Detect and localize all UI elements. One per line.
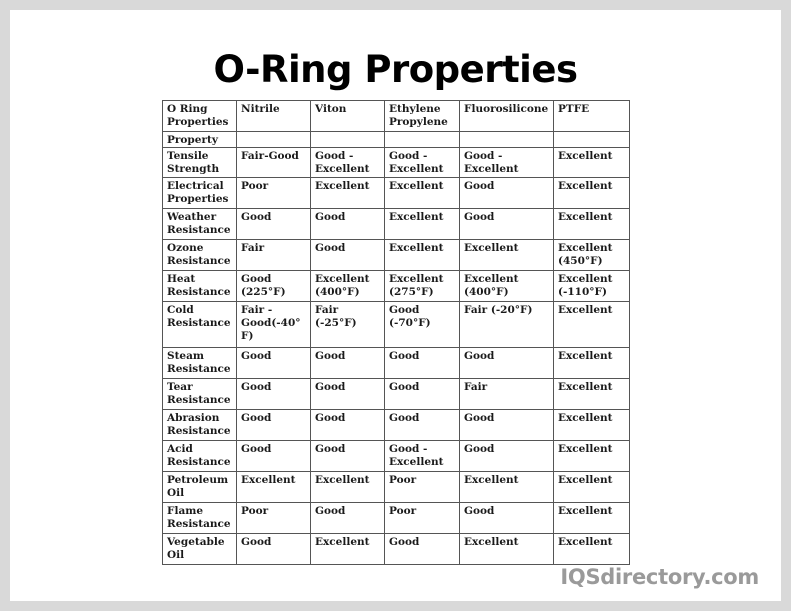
table-row xyxy=(163,379,630,410)
table-cell: Good xyxy=(460,348,554,379)
table-cell: Excellent (400°F) xyxy=(311,271,385,302)
table-cell: Good xyxy=(237,209,311,240)
table-cell: Fair (-20°F) xyxy=(460,302,554,348)
table-row xyxy=(163,240,630,271)
table-cell: Good xyxy=(237,410,311,441)
table-cell: Abrasion Resistance xyxy=(163,410,237,441)
table-cell: Good - Excellent xyxy=(385,148,460,178)
table-cell: Fair -Good(-40°F) xyxy=(237,302,311,348)
table-row xyxy=(163,271,630,302)
table-cell: Excellent (400°F) xyxy=(460,271,554,302)
table-cell: Excellent xyxy=(460,534,554,565)
page-title: O-Ring Properties xyxy=(213,48,578,91)
table-row xyxy=(163,209,630,240)
table-cell: Poor xyxy=(237,178,311,209)
table-cell: Flame Resistance xyxy=(163,503,237,534)
table-row xyxy=(163,132,630,148)
table-cell: Ozone Resistance xyxy=(163,240,237,271)
table-cell: Tear Resistance xyxy=(163,379,237,410)
table-cell: Electrical Properties xyxy=(163,178,237,209)
table-cell: Acid Resistance xyxy=(163,441,237,472)
table-cell: Good - Excellent xyxy=(311,148,385,178)
table-cell: Good xyxy=(385,348,460,379)
table-cell: Good xyxy=(311,410,385,441)
header-cell: O Ring Properties xyxy=(163,101,237,132)
properties-table xyxy=(162,100,630,565)
table-cell: Good (-70°F) xyxy=(385,302,460,348)
table-cell xyxy=(237,132,311,148)
table-cell: Good xyxy=(311,379,385,410)
header-cell: PTFE xyxy=(554,101,630,132)
table-cell: Good xyxy=(460,503,554,534)
table-cell: Excellent xyxy=(554,534,630,565)
table-cell: Excellent xyxy=(554,209,630,240)
table-cell: Heat Resistance xyxy=(163,271,237,302)
table-row xyxy=(163,348,630,379)
table-row xyxy=(163,472,630,503)
table-cell xyxy=(460,132,554,148)
table-cell: Excellent xyxy=(554,148,630,178)
table-cell: Excellent xyxy=(460,472,554,503)
table-cell: Property xyxy=(163,132,237,148)
table-cell: Excellent xyxy=(311,534,385,565)
table-cell: Good xyxy=(311,503,385,534)
table-cell: Good xyxy=(460,410,554,441)
table-cell: Good xyxy=(311,348,385,379)
table-cell: Excellent xyxy=(460,240,554,271)
table-cell: Poor xyxy=(385,503,460,534)
table-cell: Good - Excellent xyxy=(385,441,460,472)
table-cell: Poor xyxy=(237,503,311,534)
table-row xyxy=(163,441,630,472)
table-row xyxy=(163,148,630,178)
table-cell: Fair xyxy=(460,379,554,410)
header-cell: Fluorosilicone xyxy=(460,101,554,132)
table-cell: Good xyxy=(460,209,554,240)
header-cell: Viton xyxy=(311,101,385,132)
table-cell: Good xyxy=(385,410,460,441)
table-cell: Fair xyxy=(237,240,311,271)
table-cell: Good xyxy=(237,441,311,472)
table-cell: Excellent xyxy=(237,472,311,503)
table-cell: Weather Resistance xyxy=(163,209,237,240)
table-cell: Excellent xyxy=(554,348,630,379)
table-cell: Excellent xyxy=(554,379,630,410)
table-cell: Petroleum Oil xyxy=(163,472,237,503)
table-row xyxy=(163,302,630,348)
table-cell: Excellent xyxy=(311,178,385,209)
header-cell: Ethylene Propylene xyxy=(385,101,460,132)
table-cell: Excellent xyxy=(554,472,630,503)
table-cell: Good -Excellent xyxy=(460,148,554,178)
table-cell: Excellent (-110°F) xyxy=(554,271,630,302)
document-card xyxy=(10,10,781,601)
table-cell: Good xyxy=(237,534,311,565)
table-cell xyxy=(311,132,385,148)
table-cell: Good xyxy=(460,178,554,209)
table-cell xyxy=(554,132,630,148)
site-watermark: IQSdirectory.com xyxy=(560,565,759,589)
table-cell: Fair (-25°F) xyxy=(311,302,385,348)
table-cell: Excellent xyxy=(385,240,460,271)
table-cell: Cold Resistance xyxy=(163,302,237,348)
table-cell: Poor xyxy=(385,472,460,503)
table-cell: Steam Resistance xyxy=(163,348,237,379)
table-cell: Excellent xyxy=(554,441,630,472)
table-cell: Excellent xyxy=(385,178,460,209)
table-row xyxy=(163,178,630,209)
table-cell: Tensile Strength xyxy=(163,148,237,178)
table-cell: Excellent xyxy=(311,472,385,503)
table-cell: Vegetable Oil xyxy=(163,534,237,565)
table-cell: Good xyxy=(311,441,385,472)
table-cell: Good xyxy=(237,379,311,410)
header-cell: Nitrile xyxy=(237,101,311,132)
table-cell: Excellent xyxy=(554,302,630,348)
table-cell: Good xyxy=(311,240,385,271)
table-row xyxy=(163,410,630,441)
table-cell: Good xyxy=(460,441,554,472)
table-cell: Good xyxy=(311,209,385,240)
table-cell: Excellent (275°F) xyxy=(385,271,460,302)
table-cell: Excellent xyxy=(554,410,630,441)
table-cell: Good xyxy=(385,379,460,410)
table-row xyxy=(163,534,630,565)
table-cell: Excellent xyxy=(554,503,630,534)
table-cell: Good xyxy=(237,348,311,379)
table-cell: Good xyxy=(385,534,460,565)
table-row xyxy=(163,503,630,534)
table-header-row xyxy=(163,101,630,132)
table-cell: Excellent xyxy=(385,209,460,240)
table-cell: Excellent xyxy=(554,178,630,209)
table-cell: Good (225°F) xyxy=(237,271,311,302)
table-cell xyxy=(385,132,460,148)
table-cell: Excellent (450°F) xyxy=(554,240,630,271)
table-cell: Fair-Good xyxy=(237,148,311,178)
